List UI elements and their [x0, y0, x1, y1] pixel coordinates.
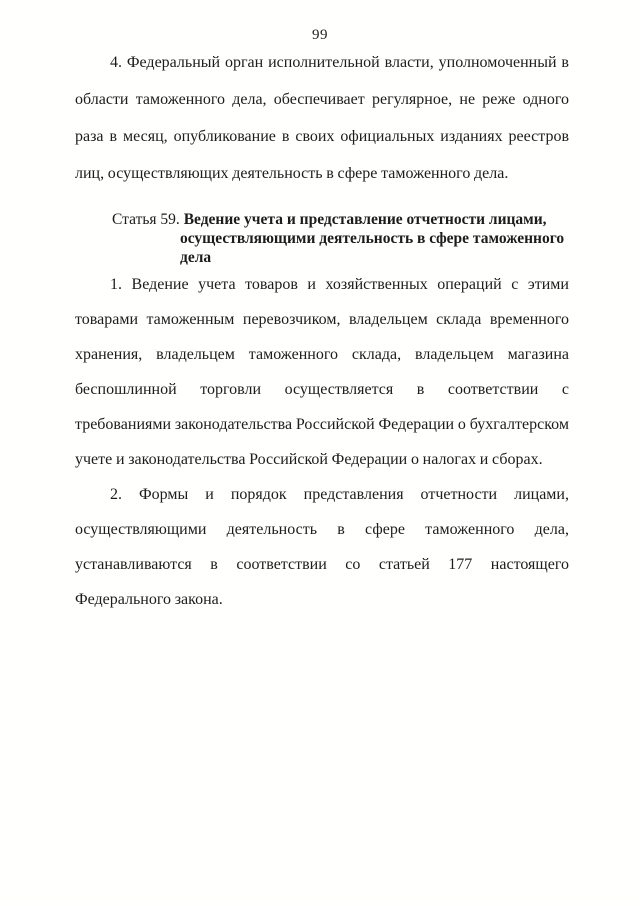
article-heading-line-2: [180, 229, 569, 248]
article-title-line: осуществляющими деятельность в сфере таможенного: [180, 230, 565, 247]
paragraph-clause-4: 4. Федеральный орган исполнительной власти, уполномоченный в области таможенного дела, обеспечивает регулярное, не реже одного раза в месяц, опубликование в своих официальных изданиях реестров лиц, осуществляющих деятельность в сфере таможенного дела.: [75, 54, 569, 182]
paragraph-clause-1: 1. Ведение учета товаров и хозяйственных операций с этими товарами таможенным перевозчиком, владельцем склада временного хранения, владельцем таможенного склада, владельцем магазина беспошлинной торговли осуществляется в соответствии с требованиями законодательства Российской Федерации о бухгалтерском учете и законодательства Российской Федерации о налогах и сборах.: [75, 276, 569, 468]
article-heading: [75, 210, 569, 267]
article-title-line: дела: [180, 249, 212, 266]
page-content: [75, 44, 569, 617]
article-heading-line-1: [112, 210, 569, 229]
paragraph-clause-2: 2. Формы и порядок представления отчетности лицами, осуществляющими деятельность в сфере таможенного дела, устанавливаются в соответствии со статьей 177 настоящего Федерального закона.: [75, 486, 569, 608]
article-title-line: Ведение учета и представление отчетности лицами,: [183, 211, 547, 228]
article-number-label: Статья 59.: [112, 211, 180, 228]
article-heading-line-3: [180, 248, 569, 267]
page-number: 99: [312, 27, 328, 43]
